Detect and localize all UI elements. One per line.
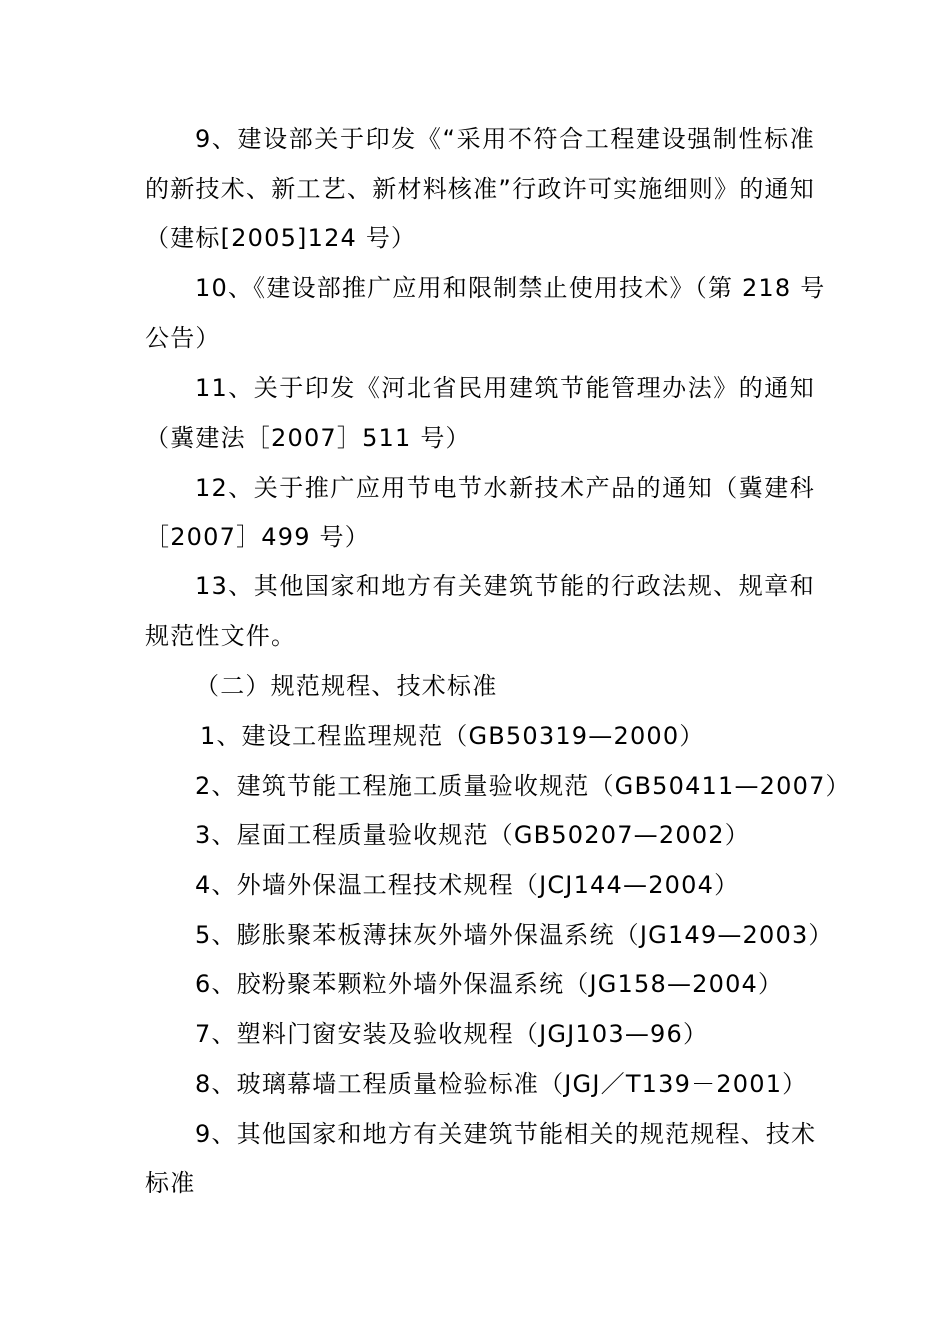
paragraph-line: 的新技术、新工艺、新材料核准”行政许可实施细则》的通知 (145, 175, 815, 203)
list-item: 8、玻璃幕墙工程质量检验标准（JGJ／T139－2001） (195, 1070, 808, 1098)
paragraph-line: （冀建法［2007］511 号） (145, 424, 471, 452)
list-item: 9、其他国家和地方有关建筑节能相关的规范规程、技术 (195, 1120, 817, 1148)
list-item: 3、屋面工程质量验收规范（GB50207—2002） (195, 821, 750, 849)
paragraph-line: 公告） (145, 324, 221, 352)
list-item: 7、塑料门窗安装及验收规程（JGJ103—96） (195, 1020, 709, 1048)
list-item: 4、外墙外保温工程技术规程（JCJ144—2004） (195, 871, 740, 899)
paragraph-line: 10、《建设部推广应用和限制禁止使用技术》（第 218 号 (195, 274, 826, 302)
paragraph-line: 规范性文件。 (145, 622, 297, 650)
list-item: 6、胶粉聚苯颗粒外墙外保温系统（JG158—2004） (195, 970, 784, 998)
section-heading: （二）规范规程、技术标准 (195, 672, 498, 700)
paragraph-line: ［2007］499 号） (145, 523, 370, 551)
list-item: 5、膨胀聚苯板薄抹灰外墙外保温系统（JG149—2003） (195, 921, 834, 949)
paragraph-line: 11、关于印发《河北省民用建筑节能管理办法》的通知 (195, 374, 815, 402)
paragraph-line: 9、建设部关于印发《“采用不符合工程建设强制性标准 (195, 125, 815, 153)
list-item: 1、建设工程监理规范（GB50319—2000） (200, 722, 705, 750)
paragraph-line: （建标[2005]124 号） (145, 224, 417, 252)
list-item: 2、建筑节能工程施工质量验收规范（GB50411—2007） (195, 772, 851, 800)
paragraph-line: 12、关于推广应用节电节水新技术产品的通知（冀建科 (195, 474, 815, 502)
paragraph-line: 13、其他国家和地方有关建筑节能的行政法规、规章和 (195, 572, 815, 600)
list-item-continuation: 标准 (145, 1169, 196, 1197)
